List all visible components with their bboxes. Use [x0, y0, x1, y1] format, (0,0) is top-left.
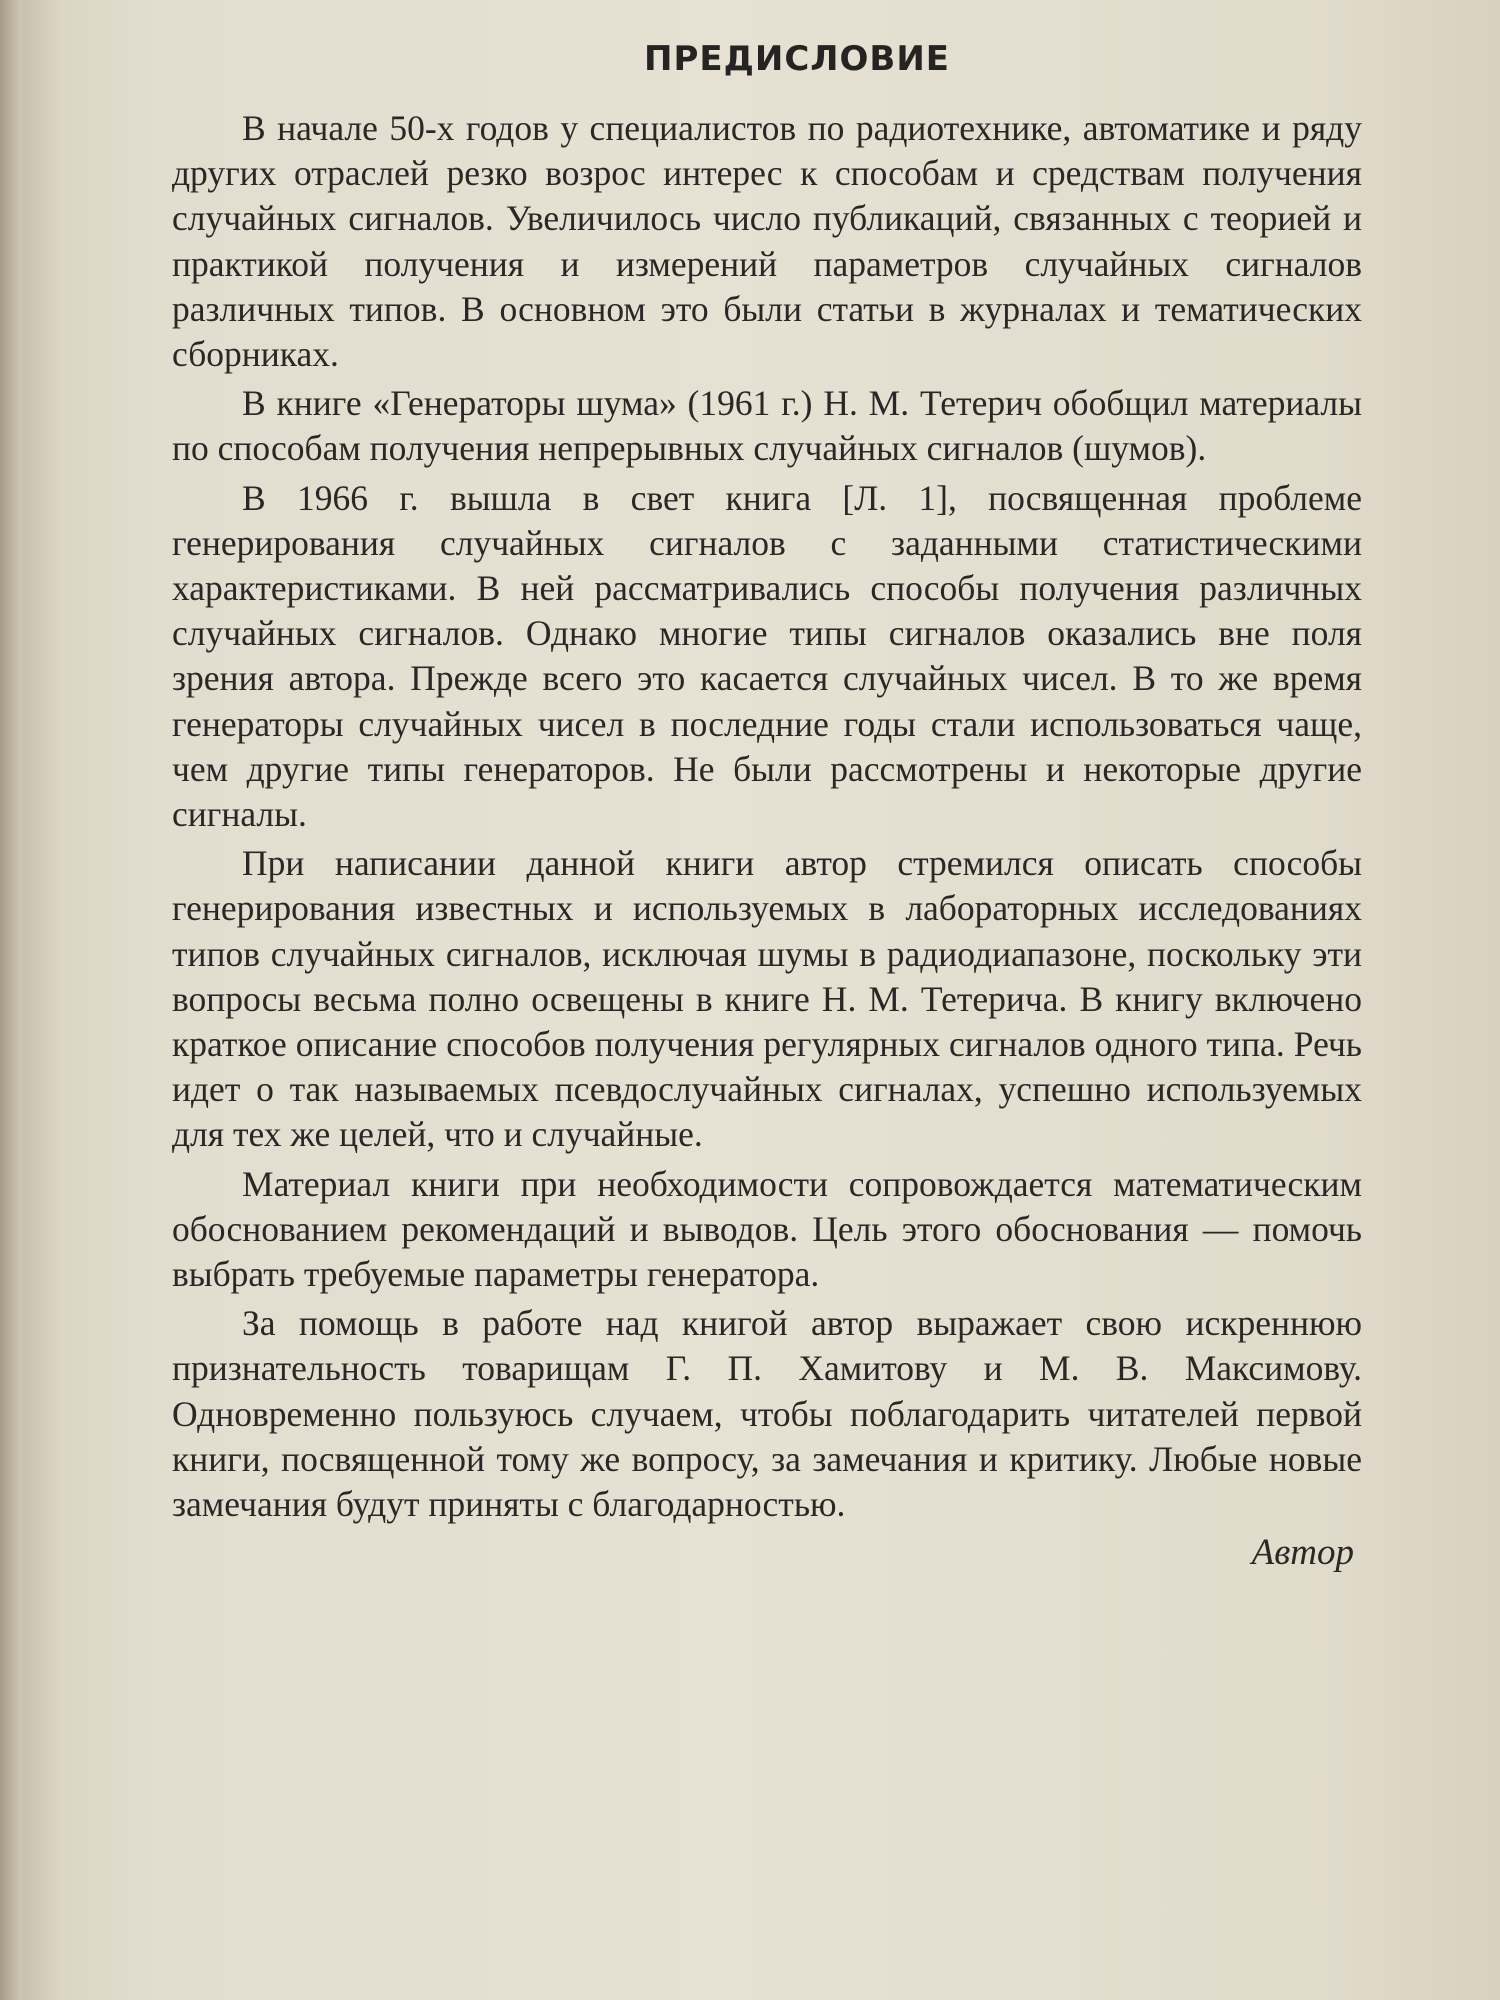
paragraph-1: В начале 50-х годов у специалистов по радиотехнике, автоматике и ряду других отраслей резко возрос интерес к способам и средствам получения случайных сигналов. Увеличилось число публикаций, связанных с теорией и практикой получения и измерений параметров случайных сигналов различных типов. В основном это были статьи в журналах и тематических сборниках. [172, 108, 1362, 375]
paragraph-4: При написании данной книги автор стремился описать способы генерирования известных и используемых в лабораторных исследованиях типов случайных сигналов, исключая шумы в радиодиапазоне, поскольку эти вопросы весьма полно освещены в книге Н. М. Тетерича. В книгу включено краткое описание способов получения регулярных сигналов одного типа. Речь идет о так называемых псевдослучайных сигналах, успешно используемых для тех же целей, что и случайные. [172, 843, 1362, 1155]
page-title: ПРЕДИСЛОВИЕ [643, 39, 951, 79]
paragraph-6: За помощь в работе над книгой автор выражает свою искреннюю признательность товарищам Г. П. Хамитову и М. В. Максимову. Одновременно пользуюсь случаем, чтобы поблагодарить читателей первой книги, посвященной тому же вопросу, за замечания и критику. Любые новые замечания будут приняты с благодарностью. [172, 1303, 1362, 1525]
page-binding-edge [0, 0, 22, 2000]
paragraph-2: В книге «Генераторы шума» (1961 г.) Н. М. Тетерич обобщил материалы по способам получения непрерывных случайных сигналов (шумов). [172, 383, 1362, 469]
book-page [22, 0, 1500, 2000]
paragraph-3: В 1966 г. вышла в свет книга [Л. 1], посвященная проблеме генерирования случайных сигналов с заданными статистическими характеристиками. В ней рассматривались способы получения различных случайных сигналов. Однако многие типы сигналов оказались вне поля зрения автора. Прежде всего это касается случайных чисел. В то же время генераторы случайных чисел в последние годы стали использоваться чаще, чем другие типы генераторов. Не были рассмотрены и некоторые другие сигналы. [172, 477, 1362, 835]
author-signature: Автор [1251, 1532, 1354, 1574]
page-content [172, 32, 1362, 1574]
paragraph-5: Материал книги при необходимости сопровождается математическим обоснованием рекомендаций и выводов. Цель этого обоснования — помочь выбрать требуемые параметры генератора. [172, 1163, 1362, 1295]
